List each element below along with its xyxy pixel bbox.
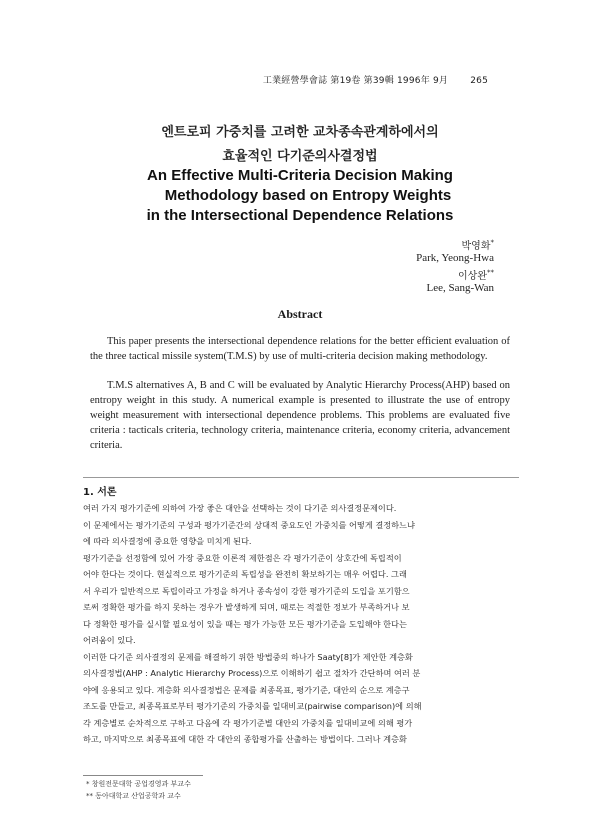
body-line: 여러 가지 평가기준에 의하여 가장 좋은 대안을 선택하는 것이 다기준 의사결정문제이다.	[83, 503, 397, 513]
author-1-korean: 박영화*	[461, 238, 494, 252]
author-1-english: Park, Yeong-Hwa	[416, 252, 494, 264]
footnote-2: ** 동아대학교 산업공학과 교수	[86, 792, 181, 800]
body-line: 야에 응용되고 있다. 계층화 의사결정법은 문제를 최종목표, 평가기준, 대안의 순으로 계층구	[83, 684, 410, 695]
body-line: 이러한 다기준 의사결정의 문제를 해결하기 위한 방법중의 하나가 Saaty[8]가 제안한 계층화	[83, 651, 413, 662]
section-divider	[83, 477, 519, 478]
body-line: 서 우리가 일반적으로 독립이라고 가정을 하거나 종속성이 강한 평가기준의 도입을 포기함으	[83, 585, 410, 596]
body-line: 다 정확한 평가를 실시할 필요성이 있을 때는 평가 가능한 모든 평가기준을 도입해야 한다는	[83, 618, 407, 629]
body-line: 어려움이 있다.	[83, 635, 136, 645]
page-number: 265	[470, 76, 488, 86]
korean-title-line-1: 엔트로피 가중치를 고려한 교차종속관계하에서의	[161, 125, 439, 140]
abstract-paragraph-1: This paper presents the intersectional dependence relations for the better efficient evaluation of the three tactical missile system(T.M.S) by use of multi-criteria decision making methodology.	[90, 336, 510, 362]
body-line: 어야 한다는 것이다. 현실적으로 평가기준의 독립성을 완전히 확보하기는 매우 어렵다. 그래	[83, 569, 407, 579]
footnote-1: * 창원전문대학 공업경영과 부교수	[86, 780, 191, 788]
journal-name: 工業經營學會誌 第19卷 第39輯 1996年 9月	[262, 76, 449, 86]
author-2-mark: **	[487, 268, 494, 277]
body-line: 조도를 만들고, 최종목표로부터 평가기준의 가중치를 일대비교(pairwise comparison)에 의해	[83, 701, 422, 711]
body-line: 로써 정확한 평가를 하지 못하는 경우가 발생하게 되며, 때로는 적절한 정보가 부족하거나 보	[83, 602, 410, 612]
english-title-line-3: in the Intersectional Dependence Relations	[146, 207, 454, 224]
journal-header	[263, 73, 488, 86]
body-line: 각 계층별로 순차적으로 구하고 다음에 각 평가기준별 대안의 가중치를 일대비교에 의해 평가	[83, 717, 413, 728]
body-line: 평가기준을 선정함에 있어 가장 중요한 이론적 제한점은 각 평가기준이 상호간에 독립적이	[83, 552, 402, 563]
section-body	[83, 500, 519, 748]
abstract-paragraph-2: T.M.S alternatives A, B and C will be evaluated by Analytic Hierarchy Process(AHP) based on entropy weight in this study. A numerical example is presented to illustrate the use of entropy weight measurement with intersectional dependence problems. This problems are evaluated five criteria : tacticals criteria, technology criteria, maintenance criteria, economy criteria, advancement criteria.	[90, 380, 510, 451]
body-line: 하고, 마지막으로 최종목표에 대한 각 대안의 종합평가를 산출하는 방법이다. 그러나 계층화	[83, 734, 407, 744]
body-line: 에 따라 의사결정에 중요한 영향을 미치게 된다.	[83, 536, 252, 546]
korean-title-line-2: 효율적인 다기준의사결정법	[222, 149, 378, 164]
author-1-mark: *	[490, 238, 494, 247]
section-heading: 1. 서론	[83, 487, 117, 498]
body-line: 의사결정법(AHP : Analytic Hierarchy Process)으로 이해하기 쉽고 절차가 간단하며 여러 분	[83, 668, 421, 678]
abstract-heading: Abstract	[277, 307, 323, 321]
body-line: 이 문제에서는 평가기준의 구성과 평가기준간의 상대적 중요도인 가중치를 어떻게 결정하느냐	[83, 519, 415, 530]
author-2-korean: 이상완**	[458, 268, 494, 282]
english-title-line-1: An Effective Multi-Criteria Decision Making	[147, 167, 453, 184]
footnote-rule	[83, 775, 203, 776]
english-title-line-2: Methodology based on Entropy Weights	[164, 187, 452, 204]
author-2-english: Lee, Sang-Wan	[426, 282, 494, 294]
